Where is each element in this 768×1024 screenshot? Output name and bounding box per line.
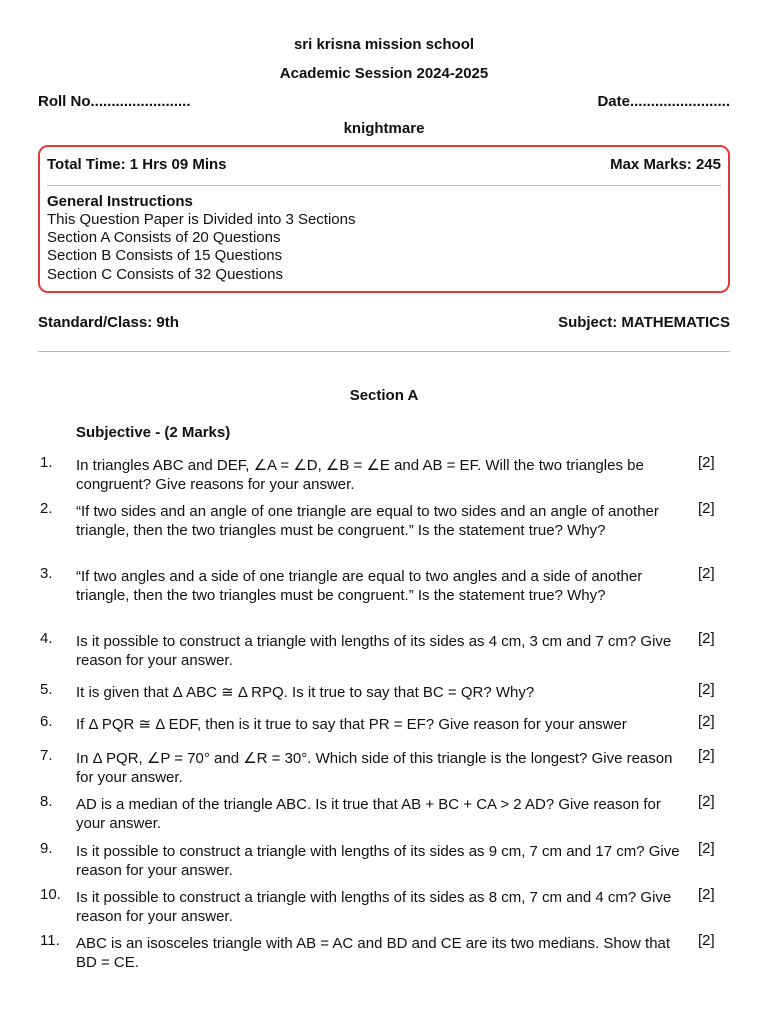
question-number: 5. [40, 681, 53, 698]
instruction-line: This Question Paper is Divided into 3 Sections [47, 211, 356, 228]
question-text: “If two sides and an angle of one triangle are equal to two sides and an angle of another triangle, then the two triangles must be congruent.” Is the statement true? Why? [76, 503, 659, 539]
box-divider [47, 185, 721, 186]
question-number: 10. [40, 886, 61, 903]
section-subtitle: Subjective - (2 Marks) [76, 424, 231, 441]
instructions-box [38, 145, 730, 293]
question-text: Is it possible to construct a triangle with lengths of its sides as 9 cm, 7 cm and 17 cm? Give reason for your answer. [76, 843, 680, 879]
total-time: Total Time: 1 Hrs 09 Mins [47, 156, 227, 173]
question-marks: [2] [698, 681, 715, 698]
question-number: 11. [40, 932, 60, 949]
question-text: Is it possible to construct a triangle with lengths of its sides as 8 cm, 7 cm and 4 cm? Give reason for your answer. [76, 889, 672, 925]
question-marks: [2] [698, 713, 715, 730]
question-number: 3. [40, 565, 53, 582]
instruction-line: Section A Consists of 20 Questions [47, 229, 281, 247]
roll-no-field: Roll No........................ [38, 93, 191, 110]
question-marks: [2] [698, 630, 715, 647]
question-number: 6. [40, 713, 53, 730]
divider [38, 351, 730, 352]
instruction-line: Section B Consists of 15 Questions [47, 247, 283, 265]
question-marks: [2] [698, 565, 715, 582]
question-number: 7. [40, 747, 53, 764]
roll-date-row [38, 93, 730, 110]
max-marks: Max Marks: 245 [610, 156, 721, 173]
question-text: ABC is an isosceles triangle with AB = AC and BD and CE are its two medians. Show that BD = CE. [76, 935, 671, 971]
question-number: 9. [40, 840, 53, 857]
section-title: Section A [349, 387, 419, 404]
class-subject-row [38, 314, 730, 331]
question-text: In triangles ABC and DEF, ∠A = ∠D, ∠B = ∠E and AB = EF. Will the two triangles be congruent? Give reasons for your answer. [76, 457, 644, 493]
question-text: It is given that Δ ABC ≅ Δ RPQ. Is it true to say that BC = QR? Why? [76, 684, 535, 701]
question-marks: [2] [698, 747, 715, 764]
question-text: AD is a median of the triangle ABC. Is it true that AB + BC + CA > 2 AD? Give reason for your answer. [76, 796, 661, 832]
date-field: Date........................ [597, 93, 730, 110]
instruction-line: Section C Consists of 32 Questions [47, 265, 283, 283]
question-text: In Δ PQR, ∠P = 70° and ∠R = 30°. Which side of this triangle is the longest? Give reason for your answer. [76, 750, 673, 786]
question-number: 4. [40, 630, 53, 647]
academic-session: Academic Session 2024-2025 [279, 65, 489, 82]
question-marks: [2] [698, 932, 715, 949]
standard-class: Standard/Class: 9th [38, 314, 179, 331]
author-name: knightmare [343, 120, 425, 137]
school-name: sri krisna mission school [293, 36, 475, 53]
question-marks: [2] [698, 793, 715, 810]
question-text: If Δ PQR ≅ Δ EDF, then is it true to say that PR = EF? Give reason for your answer [76, 716, 627, 733]
question-marks: [2] [698, 454, 715, 471]
instructions-title: General Instructions [47, 193, 193, 210]
question-number: 2. [40, 500, 53, 517]
question-text: Is it possible to construct a triangle with lengths of its sides as 4 cm, 3 cm and 7 cm? Give reason for your answer. [76, 633, 672, 669]
question-number: 1. [40, 454, 53, 471]
question-text: “If two angles and a side of one triangle are equal to two angles and a side of another triangle, then the two triangles must be congruent.” Is the statement true? Why? [76, 568, 643, 604]
subject: Subject: MATHEMATICS [558, 314, 730, 331]
question-number: 8. [40, 793, 53, 810]
question-marks: [2] [698, 840, 715, 857]
question-marks: [2] [698, 500, 715, 517]
question-marks: [2] [698, 886, 715, 903]
